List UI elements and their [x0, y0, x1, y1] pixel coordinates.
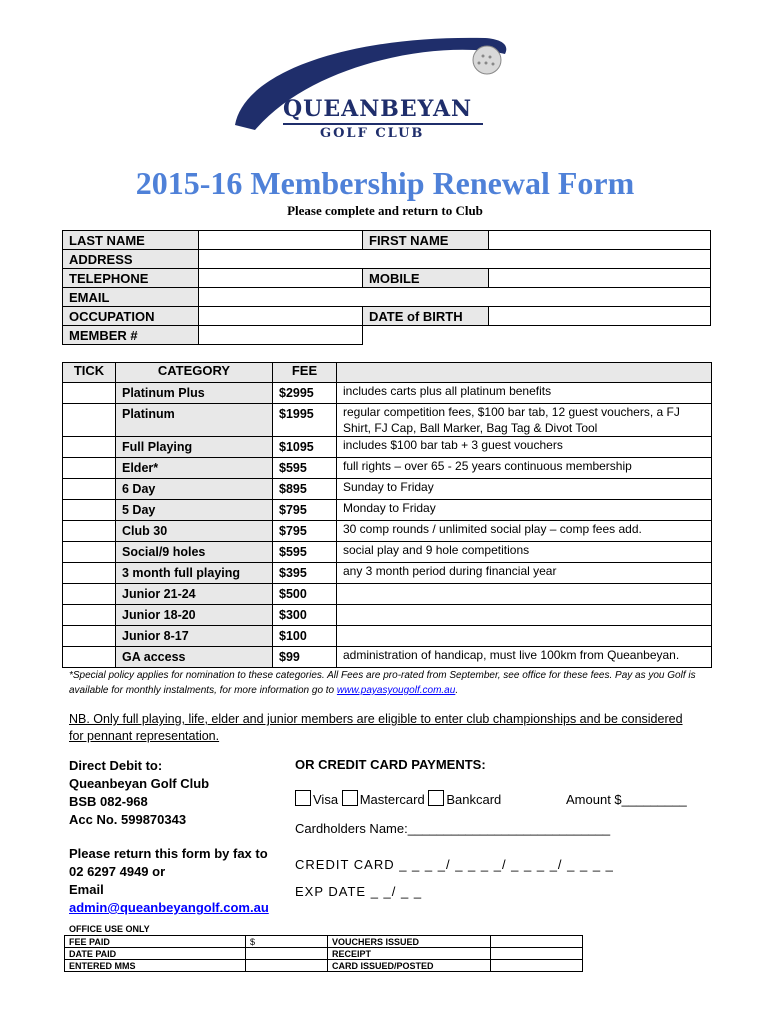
table-row: [63, 584, 712, 605]
eligibility-note: NB. Only full playing, life, elder and junior members are eligible to enter club championships and be considered for pennant representation.: [69, 712, 683, 743]
table-row: [63, 404, 712, 437]
description-cell: [337, 626, 712, 647]
tick-box[interactable]: [63, 383, 116, 404]
tick-box[interactable]: [63, 647, 116, 668]
member-number-label: MEMBER #: [63, 326, 199, 345]
fee-header: FEE: [273, 363, 337, 383]
card-number-field[interactable]: CREDIT CARD _ _ _ _/ _ _ _ _/ _ _ _ _/ _ _ _ _: [295, 857, 614, 872]
telephone-field[interactable]: [199, 269, 363, 288]
description-cell: [337, 584, 712, 605]
fee-cell: $2995: [273, 383, 337, 404]
fee-cell: $595: [273, 542, 337, 563]
table-row: [63, 458, 712, 479]
occupation-field[interactable]: [199, 307, 363, 326]
category-cell: Junior 21-24: [116, 584, 273, 605]
fee-cell: $795: [273, 500, 337, 521]
last-name-label: LAST NAME: [63, 231, 199, 250]
card-issued-label: CARD ISSUED/POSTED: [328, 960, 491, 972]
telephone-label: TELEPHONE: [63, 269, 199, 288]
table-row: [63, 479, 712, 500]
form-subtitle: Please complete and return to Club: [287, 203, 483, 218]
tick-box[interactable]: [63, 437, 116, 458]
expiry-date-field[interactable]: EXP DATE _ _/ _ _: [295, 884, 423, 899]
category-cell: 6 Day: [116, 479, 273, 500]
description-cell: full rights – over 65 - 25 years continuous membership: [337, 458, 712, 479]
card-issued-field[interactable]: [491, 960, 583, 972]
tick-header: TICK: [63, 363, 116, 383]
category-cell: Platinum Plus: [116, 383, 273, 404]
tick-box[interactable]: [63, 479, 116, 500]
description-cell: [337, 605, 712, 626]
membership-fees-table: [62, 362, 712, 668]
tick-box[interactable]: [63, 605, 116, 626]
tick-box[interactable]: [63, 563, 116, 584]
fee-cell: $595: [273, 458, 337, 479]
club-logo: [225, 30, 525, 150]
table-row: [63, 542, 712, 563]
entered-mms-field[interactable]: [246, 960, 328, 972]
payasyougolf-link[interactable]: www.payasyougolf.com.au: [336, 685, 456, 696]
member-number-field[interactable]: [199, 326, 363, 345]
first-name-field[interactable]: [489, 231, 711, 250]
direct-debit-heading: Direct Debit to:: [69, 758, 163, 773]
visa-label: Visa: [313, 792, 339, 807]
fee-cell: $395: [273, 563, 337, 584]
description-cell: includes $100 bar tab + 3 guest vouchers: [337, 437, 712, 458]
address-label: ADDRESS: [63, 250, 199, 269]
direct-debit-block: [69, 757, 209, 829]
table-row: [63, 383, 712, 404]
form-title: 2015-16 Membership Renewal Form: [135, 165, 635, 201]
visa-checkbox[interactable]: [295, 790, 311, 806]
tick-box[interactable]: [63, 500, 116, 521]
card-type-options: [295, 790, 501, 807]
category-cell: 3 month full playing: [116, 563, 273, 584]
category-cell: Club 30: [116, 521, 273, 542]
category-cell: Elder*: [116, 458, 273, 479]
return-instructions: [69, 845, 269, 917]
mastercard-checkbox[interactable]: [342, 790, 358, 806]
return-line: Please return this form by fax to: [69, 846, 268, 861]
table-row: [63, 563, 712, 584]
tick-box[interactable]: [63, 626, 116, 647]
mobile-field[interactable]: [489, 269, 711, 288]
description-cell: any 3 month period during financial year: [337, 563, 712, 584]
account-name: Queanbeyan Golf Club: [69, 776, 210, 791]
dob-field[interactable]: [489, 307, 711, 326]
email-label-text: Email: [69, 882, 104, 897]
tick-box[interactable]: [63, 521, 116, 542]
category-cell: 5 Day: [116, 500, 273, 521]
table-row: [63, 500, 712, 521]
table-row: [63, 437, 712, 458]
table-row: [63, 626, 712, 647]
fee-paid-field[interactable]: $: [246, 936, 328, 948]
date-paid-field[interactable]: [246, 948, 328, 960]
description-cell: social play and 9 hole competitions: [337, 542, 712, 563]
table-row: [63, 605, 712, 626]
category-cell: Platinum: [116, 404, 273, 437]
fee-paid-label: FEE PAID: [65, 936, 246, 948]
category-cell: Junior 18-20: [116, 605, 273, 626]
special-policy-text: *Special policy applies for nomination to these categories. All Fees are pro-rated from September, see office for these fees. Pay as you Golf is available for monthly instalments, for more information go to: [69, 670, 696, 696]
category-cell: Social/9 holes: [116, 542, 273, 563]
category-cell: GA access: [116, 647, 273, 668]
occupation-label: OCCUPATION: [63, 307, 199, 326]
description-cell: administration of handicap, must live 100km from Queanbeyan.: [337, 647, 712, 668]
account-number: Acc No. 599870343: [69, 812, 187, 827]
description-cell: 30 comp rounds / unlimited social play – comp fees add.: [337, 521, 712, 542]
tick-box[interactable]: [63, 584, 116, 605]
fee-cell: $100: [273, 626, 337, 647]
bsb-number: BSB 082-968: [69, 794, 148, 809]
fee-cell: $895: [273, 479, 337, 500]
office-use-label: OFFICE USE ONLY: [69, 924, 150, 934]
receipt-label: RECEIPT: [328, 948, 491, 960]
office-use-table: [64, 935, 583, 972]
empty-cell: [363, 326, 711, 345]
category-header: CATEGORY: [116, 363, 273, 383]
fee-cell: $300: [273, 605, 337, 626]
mobile-label: MOBILE: [363, 269, 489, 288]
last-name-field[interactable]: [199, 231, 363, 250]
logo-title: QUEANBEYAN: [283, 96, 473, 122]
logo-divider: [283, 123, 483, 125]
fee-cell: $99: [273, 647, 337, 668]
dob-label: DATE of BIRTH: [363, 307, 489, 326]
bankcard-checkbox[interactable]: [428, 790, 444, 806]
category-cell: Junior 8-17: [116, 626, 273, 647]
cardholder-name-field[interactable]: Cardholders Name:____________________________: [295, 821, 611, 836]
club-email-link[interactable]: admin@queanbeyangolf.com.au: [69, 900, 269, 915]
vouchers-label: VOUCHERS ISSUED: [328, 936, 491, 948]
mastercard-label: Mastercard: [359, 792, 425, 807]
special-policy-note: [69, 668, 709, 698]
table-row: [63, 521, 712, 542]
address-field[interactable]: [199, 250, 711, 269]
personal-info-table: [62, 230, 711, 345]
tick-box[interactable]: [63, 542, 116, 563]
vouchers-field[interactable]: [491, 936, 583, 948]
description-cell: Sunday to Friday: [337, 479, 712, 500]
fee-cell: $1095: [273, 437, 337, 458]
description-cell: includes carts plus all platinum benefits: [337, 383, 712, 404]
amount-field[interactable]: Amount $_________: [566, 792, 687, 807]
description-header: [337, 363, 712, 383]
description-cell: Monday to Friday: [337, 500, 712, 521]
first-name-label: FIRST NAME: [363, 231, 489, 250]
fee-cell: $795: [273, 521, 337, 542]
tick-box[interactable]: [63, 458, 116, 479]
fee-cell: $500: [273, 584, 337, 605]
description-cell: regular competition fees, $100 bar tab, 12 guest vouchers, a FJ Shirt, FJ Cap, Ball Marker, Bag Tag & Divot Tool: [337, 404, 712, 437]
bankcard-label: Bankcard: [446, 792, 502, 807]
fee-cell: $1995: [273, 404, 337, 437]
note-tail: .: [455, 685, 459, 696]
entered-mms-label: ENTERED MMS: [65, 960, 246, 972]
credit-card-heading: OR CREDIT CARD PAYMENTS:: [295, 757, 486, 772]
logo-subtitle: GOLF CLUB: [320, 126, 425, 141]
date-paid-label: DATE PAID: [65, 948, 246, 960]
fax-number: 02 6297 4949 or: [69, 864, 166, 879]
category-cell: Full Playing: [116, 437, 273, 458]
tick-box[interactable]: [63, 404, 116, 437]
email-field[interactable]: [199, 288, 711, 307]
email-label: EMAIL: [63, 288, 199, 307]
table-row: [63, 647, 712, 668]
receipt-field[interactable]: [491, 948, 583, 960]
